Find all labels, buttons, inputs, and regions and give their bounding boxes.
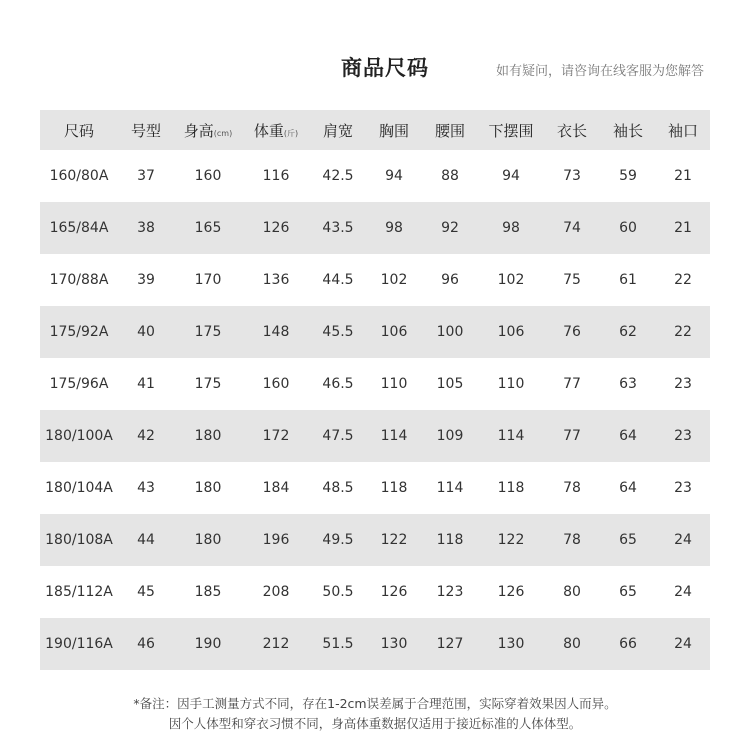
column-label: 号型 — [130, 121, 161, 140]
column-label: 肩宽 — [322, 121, 353, 140]
column-header — [174, 110, 242, 150]
table-cell: 100 — [436, 324, 464, 340]
customer-service-note: 如有疑问，请咨询在线客服为您解答 — [495, 64, 704, 79]
table-cell: 212 — [262, 636, 290, 652]
table-body — [40, 150, 710, 670]
table-cell: 110 — [380, 376, 408, 392]
table-cell: 43.5 — [322, 220, 354, 236]
table-cell: 165/84A — [49, 220, 109, 236]
table-cell: 190 — [194, 636, 222, 652]
table-cell: 46.5 — [322, 376, 354, 392]
table-cell: 170/88A — [49, 272, 109, 288]
table-cell: 114 — [436, 480, 464, 496]
table-row — [40, 410, 710, 462]
page-title: 商品尺码 — [341, 56, 429, 80]
table-cell: 126 — [497, 584, 525, 600]
table-cell: 21 — [674, 168, 692, 184]
table-cell: 44 — [137, 532, 155, 548]
column-label: 体重 — [253, 121, 284, 140]
table-cell: 170 — [194, 272, 222, 288]
table-cell: 127 — [436, 636, 464, 652]
table-cell: 94 — [385, 168, 403, 184]
table-cell: 73 — [563, 168, 581, 184]
table-cell: 136 — [262, 272, 290, 288]
table-cell: 65 — [619, 532, 637, 548]
table-cell: 175 — [194, 324, 222, 340]
table-cell: 109 — [436, 428, 464, 444]
column-header — [600, 110, 656, 150]
table-cell: 65 — [619, 584, 637, 600]
table-row — [40, 618, 710, 670]
table-cell: 98 — [502, 220, 520, 236]
size-table — [40, 110, 710, 670]
table-cell: 41 — [137, 376, 155, 392]
table-cell: 42.5 — [322, 168, 354, 184]
table-cell: 180/108A — [45, 532, 113, 548]
table-cell: 118 — [497, 480, 525, 496]
table-cell: 23 — [674, 376, 692, 392]
table-cell: 46 — [137, 636, 155, 652]
table-cell: 23 — [674, 428, 692, 444]
table-cell: 196 — [262, 532, 290, 548]
column-header — [478, 110, 544, 150]
table-cell: 180/104A — [45, 480, 113, 496]
table-cell: 126 — [380, 584, 408, 600]
table-header — [40, 110, 710, 150]
table-cell: 39 — [137, 272, 155, 288]
table-cell: 180 — [194, 532, 222, 548]
table-cell: 78 — [563, 480, 581, 496]
table-cell: 22 — [674, 324, 692, 340]
table-cell: 110 — [497, 376, 525, 392]
table-cell: 116 — [262, 168, 290, 184]
table-cell: 44.5 — [322, 272, 354, 288]
table-cell: 80 — [563, 636, 581, 652]
table-row — [40, 306, 710, 358]
table-cell: 45 — [137, 584, 155, 600]
table-cell: 208 — [262, 584, 290, 600]
table-cell: 64 — [619, 428, 637, 444]
table-cell: 102 — [380, 272, 408, 288]
column-unit: (cm) — [213, 128, 233, 138]
table-cell: 49.5 — [322, 532, 354, 548]
table-cell: 92 — [441, 220, 459, 236]
table-cell: 62 — [619, 324, 637, 340]
column-header — [422, 110, 478, 150]
table-cell: 114 — [497, 428, 525, 444]
table-cell: 78 — [563, 532, 581, 548]
table-cell: 106 — [380, 324, 408, 340]
table-cell: 118 — [380, 480, 408, 496]
table-cell: 38 — [137, 220, 155, 236]
table-row — [40, 202, 710, 254]
table-cell: 118 — [436, 532, 464, 548]
column-label: 下摆围 — [488, 121, 534, 140]
column-label: 腰围 — [434, 121, 465, 140]
table-cell: 64 — [619, 480, 637, 496]
table-cell: 45.5 — [322, 324, 354, 340]
table-cell: 50.5 — [322, 584, 354, 600]
table-cell: 80 — [563, 584, 581, 600]
table-cell: 61 — [619, 272, 637, 288]
table-cell: 60 — [619, 220, 637, 236]
table-row — [40, 358, 710, 410]
column-header — [310, 110, 366, 150]
footnote-line-2: 因个人体型和穿衣习惯不同，身高体重数据仅适用于接近标准的人体体型。 — [168, 716, 582, 731]
column-label: 袖口 — [667, 121, 698, 140]
table-cell: 47.5 — [322, 428, 354, 444]
table-cell: 122 — [380, 532, 408, 548]
table-cell: 180/100A — [45, 428, 113, 444]
table-cell: 24 — [674, 584, 692, 600]
table-cell: 59 — [619, 168, 637, 184]
table-cell: 172 — [262, 428, 290, 444]
table-row — [40, 462, 710, 514]
table-cell: 190/116A — [45, 636, 113, 652]
table-row — [40, 150, 710, 202]
table-cell: 180 — [194, 480, 222, 496]
table-cell: 180 — [194, 428, 222, 444]
table-cell: 175 — [194, 376, 222, 392]
table-cell: 102 — [497, 272, 525, 288]
header — [0, 52, 750, 86]
table-cell: 24 — [674, 532, 692, 548]
table-cell: 185/112A — [45, 584, 113, 600]
table-cell: 23 — [674, 480, 692, 496]
table-cell: 160 — [262, 376, 290, 392]
table-cell: 175/92A — [49, 324, 109, 340]
table-cell: 22 — [674, 272, 692, 288]
table-cell: 175/96A — [49, 376, 109, 392]
column-header — [242, 110, 310, 150]
column-label: 胸围 — [378, 121, 409, 140]
table-cell: 106 — [497, 324, 525, 340]
table-cell: 105 — [436, 376, 464, 392]
column-label: 身高 — [183, 121, 214, 140]
column-label: 尺码 — [63, 121, 94, 140]
table-row — [40, 514, 710, 566]
table-cell: 184 — [262, 480, 290, 496]
table-cell: 160/80A — [49, 168, 109, 184]
table-row — [40, 566, 710, 618]
table-cell: 160 — [194, 168, 222, 184]
table-cell: 98 — [385, 220, 403, 236]
table-cell: 96 — [441, 272, 459, 288]
table-row — [40, 254, 710, 306]
column-header — [656, 110, 710, 150]
table-cell: 185 — [194, 584, 222, 600]
column-label: 袖长 — [612, 121, 643, 140]
table-cell: 21 — [674, 220, 692, 236]
table-cell: 63 — [619, 376, 637, 392]
column-header — [544, 110, 600, 150]
table-cell: 122 — [497, 532, 525, 548]
column-label: 衣长 — [556, 121, 587, 140]
table-cell: 88 — [441, 168, 459, 184]
table-cell: 165 — [194, 220, 222, 236]
table-cell: 74 — [563, 220, 581, 236]
table-cell: 126 — [262, 220, 290, 236]
table-cell: 66 — [619, 636, 637, 652]
column-header — [118, 110, 174, 150]
table-cell: 48.5 — [322, 480, 354, 496]
column-header — [40, 110, 118, 150]
table-cell: 77 — [563, 428, 581, 444]
table-cell: 40 — [137, 324, 155, 340]
table-cell: 77 — [563, 376, 581, 392]
table-cell: 37 — [137, 168, 155, 184]
table-cell: 148 — [262, 324, 290, 340]
table-cell: 76 — [563, 324, 581, 340]
table-cell: 114 — [380, 428, 408, 444]
table-cell: 130 — [380, 636, 408, 652]
footnote-line-1: *备注：因手工测量方式不同，存在1-2cm误差属于合理范围，实际穿着效果因人而异。 — [133, 696, 617, 711]
table-cell: 51.5 — [322, 636, 354, 652]
table-cell: 94 — [502, 168, 520, 184]
footnote — [0, 694, 750, 734]
table-cell: 123 — [436, 584, 464, 600]
table-cell: 42 — [137, 428, 155, 444]
table-cell: 43 — [137, 480, 155, 496]
table-cell: 75 — [563, 272, 581, 288]
header-row — [40, 110, 710, 150]
column-unit: (斤) — [283, 128, 299, 138]
column-header — [366, 110, 422, 150]
table-cell: 24 — [674, 636, 692, 652]
table-cell: 130 — [497, 636, 525, 652]
